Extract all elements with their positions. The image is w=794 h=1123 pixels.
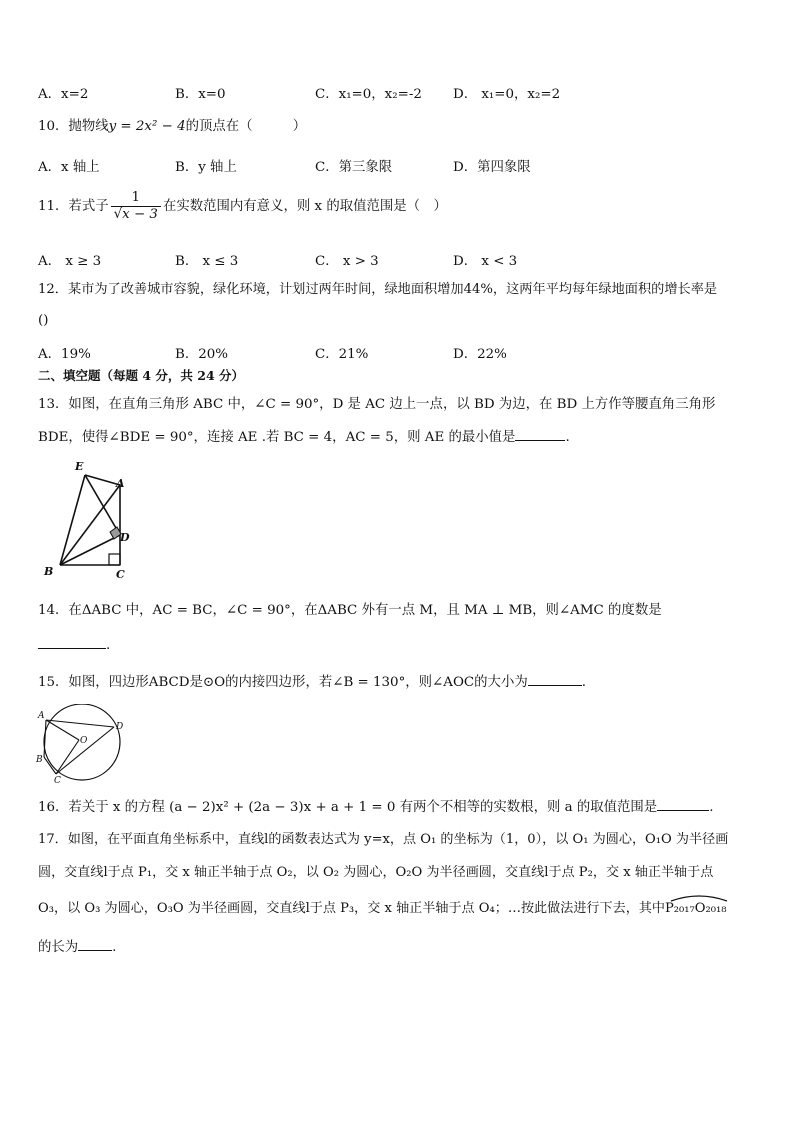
- q16-line1-text: 16．若关于 x 的方程 (a − 2)x² + (2a − 3)x + a + 1 = 0 有两个不相等的实数根，则 a 的取值范围是: [38, 800, 658, 815]
- q17-line3-text: O₃，以 O₃ 为圆心，O₃O 为半径画圆，交直线l于点 P₃，交 x 轴正半轴于点 O₄；…按此做法进行下去，其中: [38, 901, 665, 916]
- section-heading: 二、填空题（每题 4 分，共 24 分）: [38, 368, 245, 383]
- q11-option-a: A． x ≥ 3: [38, 254, 102, 269]
- segment-bc: [44, 757, 56, 774]
- label-a: A: [38, 711, 45, 721]
- q17-line1: 17．如图，在平面直角坐标系中，直线l的函数表达式为 y=x，点 O₁ 的坐标为（1，0），以 O₁ 为圆心，O₁O 为半径画: [38, 832, 729, 847]
- q12-option-d: D．22%: [453, 347, 507, 362]
- q17-line4: [38, 936, 756, 957]
- q15-line1-end: .: [581, 675, 586, 690]
- q12-option-b: B．20%: [175, 347, 228, 362]
- q14-answer-blank: [38, 634, 106, 649]
- q10-option-c: C．第三象限: [315, 160, 393, 175]
- q10-option-a: A．x 轴上: [38, 160, 100, 175]
- q15-line1-text: 15．如图，四边形ABCD是⊙O的内接四边形，若∠B = 130°，则∠AOC的大小为: [38, 675, 528, 690]
- q17-line2: 圆，交直线l于点 P₁，交 x 轴正半轴于点 O₂，以 O₂ 为圆心，O₂O 为半径画圆，交直线l于点 P₂，交 x 轴正半轴于点: [38, 865, 714, 880]
- q10-tail: 的顶点在（ ）: [185, 119, 307, 134]
- q17-arc-mark: [669, 893, 729, 903]
- q11-numerator: 1: [131, 190, 141, 205]
- q14-line2: [38, 634, 756, 655]
- label-b: B: [36, 755, 43, 765]
- q16-line1-end: .: [709, 800, 714, 815]
- q12-option-a: A．19%: [38, 347, 91, 362]
- segment-oc: [56, 740, 79, 774]
- label-o: O: [80, 736, 88, 746]
- q10-formula: y = 2x² − 4: [108, 119, 186, 134]
- q17-line4-end: .: [112, 940, 117, 955]
- q16-line1: [38, 796, 756, 817]
- q10-option-b: B．y 轴上: [175, 160, 237, 175]
- q13-line1: 13．如图，在直角三角形 ABC 中，∠C = 90°，D 是 AC 边上一点，以 BD 为边，在 BD 上方作等腰直角三角形: [38, 397, 716, 412]
- q13-answer-blank: [515, 426, 565, 441]
- q9-option-c: C．x₁=0，x₂=-2: [315, 87, 422, 102]
- label-a: A: [116, 477, 125, 490]
- q12-stem: 12．某市为了改善城市容貌，绿化环境，计划过两年时间，绿地面积增加44%，这两年平均每年绿地面积的增长率是: [38, 282, 718, 297]
- segment-dc: [56, 727, 114, 774]
- q14-line2-end: .: [106, 638, 111, 653]
- q12-paren: (): [38, 313, 49, 328]
- q9-option-a: A．x=2: [38, 87, 89, 102]
- segment-ba: [60, 485, 120, 565]
- segment-be: [60, 475, 85, 565]
- q9-option-d: D． x₁=0，x₂=2: [453, 87, 561, 102]
- label-c: C: [116, 568, 125, 581]
- q17-arc-expression: [665, 900, 727, 918]
- right-angle-mark-c: [109, 554, 120, 565]
- q9-option-b: B．x=0: [175, 87, 226, 102]
- q13-figure: [40, 458, 140, 582]
- q11-option-d: D． x < 3: [453, 254, 518, 269]
- q10-option-d: D．第四象限: [453, 160, 531, 175]
- q12-option-c: C．21%: [315, 347, 369, 362]
- q16-answer-blank: [657, 796, 709, 811]
- q17-arc-label: P₂₀₁₇O₂₀₁₈: [665, 901, 727, 916]
- q11-tail: 在实数范围内有意义，则 x 的取值范围是（ ）: [162, 199, 447, 214]
- label-d: D: [120, 531, 130, 544]
- q17-answer-blank: [78, 936, 112, 951]
- label-c: C: [54, 776, 61, 784]
- segment-bd: [60, 535, 120, 565]
- q11-option-c: C． x > 3: [315, 254, 379, 269]
- q11-stem: [38, 190, 756, 230]
- q17-line3: [38, 900, 756, 918]
- q11-option-b: B． x ≤ 3: [175, 254, 239, 269]
- label-b: B: [44, 565, 54, 578]
- q11-fraction: [111, 190, 161, 223]
- q10-number: 10．抛物线: [38, 119, 109, 134]
- q13-line2-end: .: [565, 430, 570, 445]
- q13-line2: [38, 426, 756, 447]
- q11-number: 11．若式子: [38, 199, 109, 214]
- q13-line2-text: BDE，使得∠BDE = 90°，连接 AE .若 BC = 4，AC = 5，则 AE 的最小值是: [38, 430, 516, 445]
- q11-denominator: √x − 3: [111, 206, 161, 223]
- q15-figure: [34, 704, 130, 784]
- label-e: E: [75, 460, 84, 473]
- q17-line4-text: 的长为: [38, 940, 79, 955]
- q15-line1: [38, 671, 756, 692]
- label-d: D: [116, 722, 124, 732]
- q10-stem: [38, 118, 756, 136]
- q15-answer-blank: [528, 671, 582, 686]
- q14-line1: 14．在ΔABC 中，AC = BC，∠C = 90°，在ΔABC 外有一点 M，且 MA ⊥ MB，则∠AMC 的度数是: [38, 603, 662, 618]
